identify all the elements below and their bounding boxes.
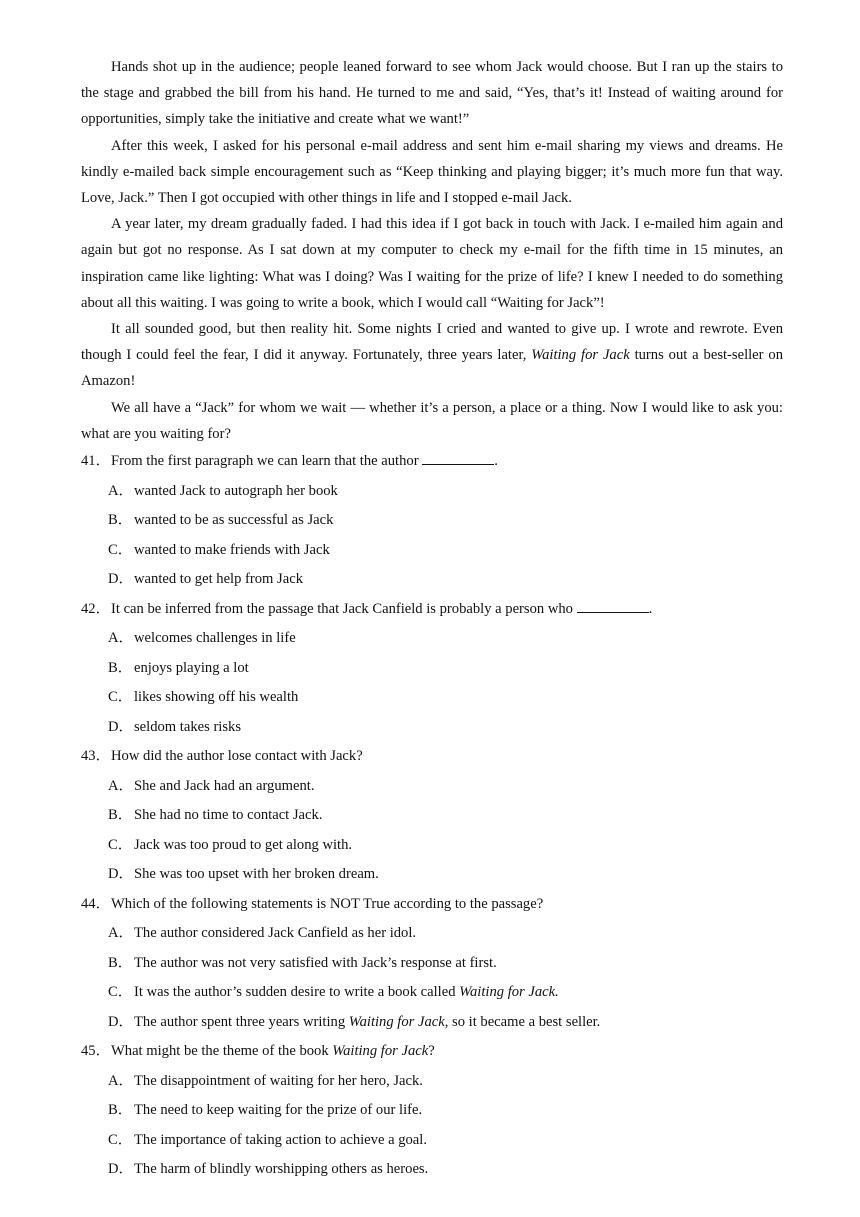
option-text: seldom takes risks [134,718,242,735]
question-text: It can be inferred from the passage that Jack Canfield is probably a person who [111,600,577,617]
option-text: The author spent three years writing [134,1013,349,1030]
option-letter: A． [108,1072,134,1089]
option-letter: A． [108,925,134,942]
option-c[interactable] [108,831,783,861]
question-text: Which of the following statements is NOT True according to the passage? [111,895,544,912]
question-text-end: ? [428,1043,435,1060]
question-stem [81,890,783,920]
question-43 [81,742,783,890]
option-letter: D． [108,718,134,735]
question-text-end: . [494,453,498,470]
option-letter: B． [108,659,133,676]
option-text: likes showing off his wealth [134,689,299,706]
option-d[interactable] [108,713,783,743]
option-letter: C． [108,541,133,558]
passage-paragraph-4 [81,316,783,395]
question-stem [81,595,783,625]
passage-paragraph-1: Hands shot up in the audience; people leaned forward to see whom Jack would choose. But I ran up the stairs to the stage and grabbed the bill from his hand. He turned to me and said, “Yes, that’s it! Instead of waiting around for opportunities, simply take the initiative and create what we want!” [81,59,783,128]
option-b[interactable] [108,801,783,831]
question-41 [81,447,783,595]
option-text-end: , so it became a best seller. [444,1013,601,1030]
option-b[interactable] [108,1096,783,1126]
question-text: From the first paragraph we can learn that the author [111,453,423,470]
question-stem [81,447,783,477]
option-text: The importance of taking action to achieve a goal. [134,1131,427,1148]
option-letter: A． [108,482,134,499]
option-text: enjoys playing a lot [134,659,249,676]
question-stem [81,742,783,772]
option-a[interactable] [108,1067,783,1097]
option-text: wanted to be as successful as Jack [134,512,334,529]
option-letter: B． [108,807,133,824]
option-text: It was the author’s sudden desire to write a book called [134,984,460,1001]
option-letter: D． [108,1161,134,1178]
question-number: 45． [81,1043,111,1060]
option-text: She had no time to contact Jack. [134,807,323,824]
question-stem [81,1037,783,1067]
option-a[interactable] [108,624,783,654]
option-b[interactable] [108,949,783,979]
passage-paragraph-2: After this week, I asked for his personal e-mail address and sent him e-mail sharing my views and dreams. He kindly e-mailed back simple encouragement such as “Keep thinking and playing bigger; it’s much more fun that way. Love, Jack.” Then I got occupied with other things in life and I stopped e-mail Jack. [81,137,783,207]
option-c[interactable] [108,1126,783,1156]
option-c[interactable] [108,536,783,566]
question-44 [81,890,783,1038]
option-b[interactable] [108,654,783,684]
paragraph-text: turns out a best-seller on Amazon! [81,347,783,390]
option-c[interactable] [108,683,783,713]
book-title: Waiting for Jack [531,347,630,364]
option-text: She was too upset with her broken dream. [134,866,379,883]
option-a[interactable] [108,772,783,802]
question-text: How did the author lose contact with Jack? [111,748,363,765]
option-text: The author considered Jack Canfield as her idol. [134,925,417,942]
option-b[interactable] [108,506,783,536]
option-letter: D． [108,866,134,883]
option-letter: C． [108,1131,133,1148]
option-d[interactable] [108,1008,783,1038]
book-title: Waiting for Jack. [459,984,559,1001]
option-a[interactable] [108,477,783,507]
question-text: What might be the theme of the book [111,1043,333,1060]
option-letter: D． [108,571,134,588]
option-a[interactable] [108,919,783,949]
option-text: The need to keep waiting for the prize of our life. [134,1102,423,1119]
option-text: The author was not very satisfied with Jack’s response at first. [134,954,497,971]
option-d[interactable] [108,860,783,890]
question-45 [81,1037,783,1185]
question-number: 42． [81,600,111,617]
exam-page [81,54,783,1185]
book-title: Waiting for Jack [348,1013,445,1030]
option-text: wanted to make friends with Jack [134,541,330,558]
option-text: The disappointment of waiting for her hero, Jack. [134,1072,423,1089]
book-title: Waiting for Jack [332,1043,429,1060]
passage-paragraph-5: We all have a “Jack” for whom we wait — whether it’s a person, a place or a thing. Now I would like to ask you: what are you waiting for? [81,399,783,442]
option-letter: C． [108,984,133,1001]
option-letter: B． [108,954,133,971]
option-c[interactable] [108,978,783,1008]
question-number: 44． [81,895,111,912]
option-text: wanted Jack to autograph her book [134,482,338,499]
option-letter: C． [108,836,133,853]
option-text: wanted to get help from Jack [134,571,303,588]
passage-paragraph-3: A year later, my dream gradually faded. I had this idea if I got back in touch with Jack. I e-mailed him again and again but got no response. As I sat down at my computer to check my e-mail for the fifth time in 15 minutes, an inspiration came like lighting: What was I doing? Was I waiting for the prize of life? I knew I needed to do something about all this waiting. I was going to write a book, which I would call “Waiting for Jack”! [81,216,783,311]
option-text: Jack was too proud to get along with. [134,836,353,853]
question-text-end: . [648,600,653,617]
option-text: welcomes challenges in life [134,630,296,647]
option-letter: C． [108,689,133,706]
option-letter: B． [108,512,133,529]
option-letter: A． [108,777,134,794]
option-letter: A． [108,630,134,647]
question-number: 43． [81,748,111,765]
question-42 [81,595,783,743]
question-number: 41． [81,453,111,470]
answer-blank [577,601,649,613]
option-letter: D． [108,1013,134,1030]
option-d[interactable] [108,1155,783,1185]
paragraph-text: It all sounded good, but then reality hit. Some nights I cried and wanted to give up. I wrote and rewrote. Even though I could feel the fear, I did it anyway. Fortunately, three years later, [81,321,783,364]
answer-blank [422,453,494,465]
option-letter: B． [108,1102,133,1119]
option-text: She and Jack had an argument. [134,777,315,794]
option-d[interactable] [108,565,783,595]
option-text: The harm of blindly worshipping others as heroes. [134,1161,429,1178]
